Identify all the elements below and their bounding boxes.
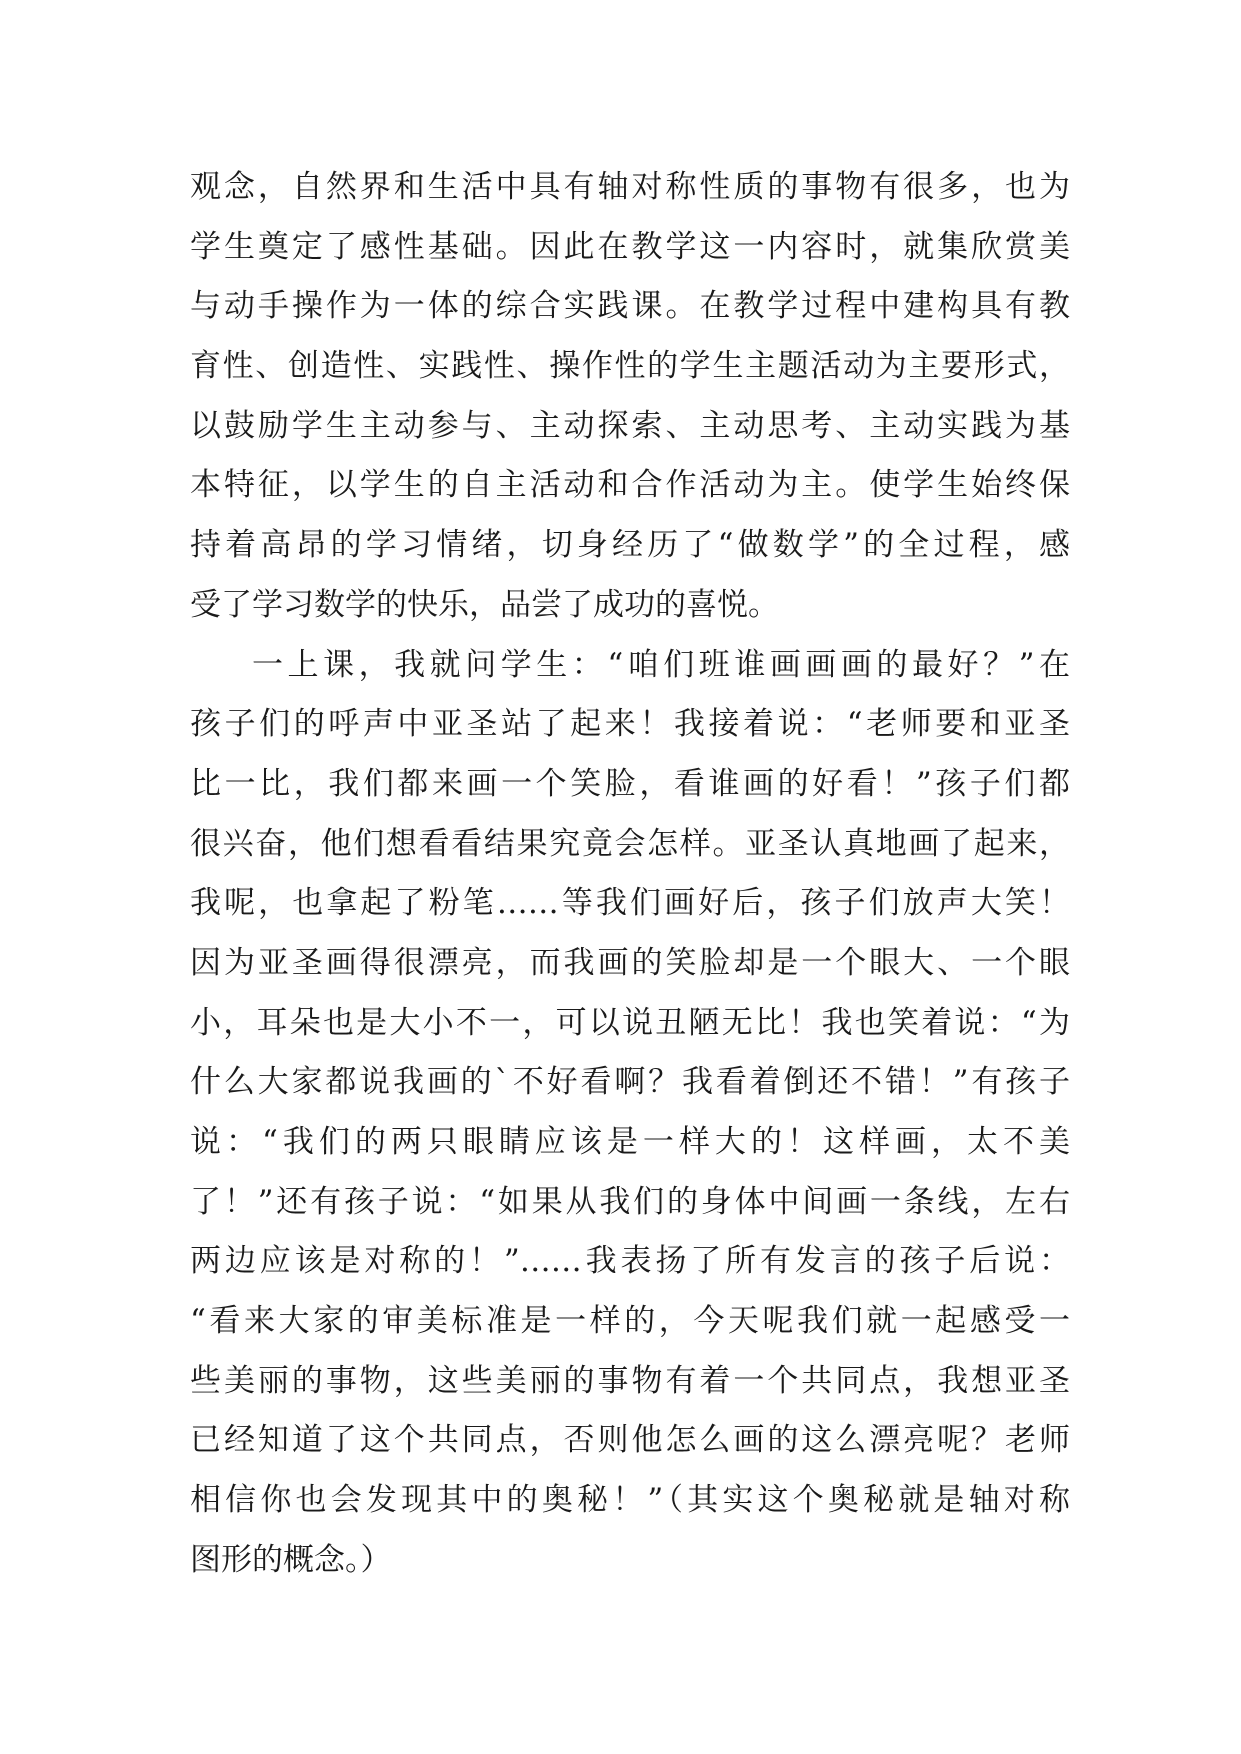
text-line: 些美丽的事物，这些美丽的事物有着一个共同点，我想亚圣 (190, 1362, 1070, 1399)
paragraph-start-line: 一上课，我就问学生：“咱们班谁画画画的最好？”在 (252, 646, 1070, 683)
text-line: 什么大家都说我画的`不好看啊？我看着倒还不错！”有孩子 (190, 1064, 1070, 1101)
text-line: 很兴奋，他们想看看结果究竟会怎样。亚圣认真地画了起来， (190, 825, 1070, 862)
text-line: 学生奠定了感性基础。因此在教学这一内容时，就集欣赏美 (190, 228, 1070, 265)
text-line: 育性、创造性、实践性、操作性的学生主题活动为主要形式， (190, 348, 1070, 385)
text-line: 孩子们的呼声中亚圣站了起来！我接着说：“老师要和亚圣 (190, 706, 1070, 743)
text-line: 与动手操作为一体的综合实践课。在教学过程中建构具有教 (190, 288, 1070, 325)
text-line: “看来大家的审美标准是一样的，今天呢我们就一起感受一 (190, 1303, 1070, 1340)
text-line: 因为亚圣画得很漂亮，而我画的笑脸却是一个眼大、一个眼 (190, 944, 1070, 981)
text-line: 两边应该是对称的！”……我表扬了所有发言的孩子后说： (190, 1243, 1070, 1280)
text-line: 我呢，也拿起了粉笔……等我们画好后，孩子们放声大笑！ (190, 885, 1070, 922)
text-line: 观念，自然界和生活中具有轴对称性质的事物有很多，也为 (190, 169, 1070, 205)
text-line: 以鼓励学生主动参与、主动探索、主动思考、主动实践为基 (190, 407, 1070, 444)
text-line: 小，耳朵也是大小不一，可以说丑陋无比！我也笑着说：“为 (190, 1004, 1070, 1041)
paragraph-end-line: 受了学习数学的快乐，品尝了成功的喜悦。 (190, 586, 779, 623)
text-line: 说：“我们的两只眼睛应该是一样大的！这样画，太不美 (190, 1124, 1070, 1160)
body-text (190, 158, 1070, 1591)
text-line: 比一比，我们都来画一个笑脸，看谁画的好看！”孩子们都 (190, 765, 1070, 802)
text-line: 相信你也会发现其中的奥秘！”（其实这个奥秘就是轴对称 (190, 1482, 1070, 1519)
paragraph-end-line: 图形的概念。） (190, 1541, 392, 1578)
text-line: 已经知道了这个共同点，否则他怎么画的这么漂亮呢？老师 (190, 1422, 1070, 1459)
text-line: 本特征，以学生的自主活动和合作活动为主。使学生始终保 (190, 467, 1070, 504)
text-line: 持着高昂的学习情绪，切身经历了“做数学”的全过程，感 (190, 527, 1070, 564)
text-line: 了！”还有孩子说：“如果从我们的身体中间画一条线，左右 (190, 1183, 1070, 1220)
